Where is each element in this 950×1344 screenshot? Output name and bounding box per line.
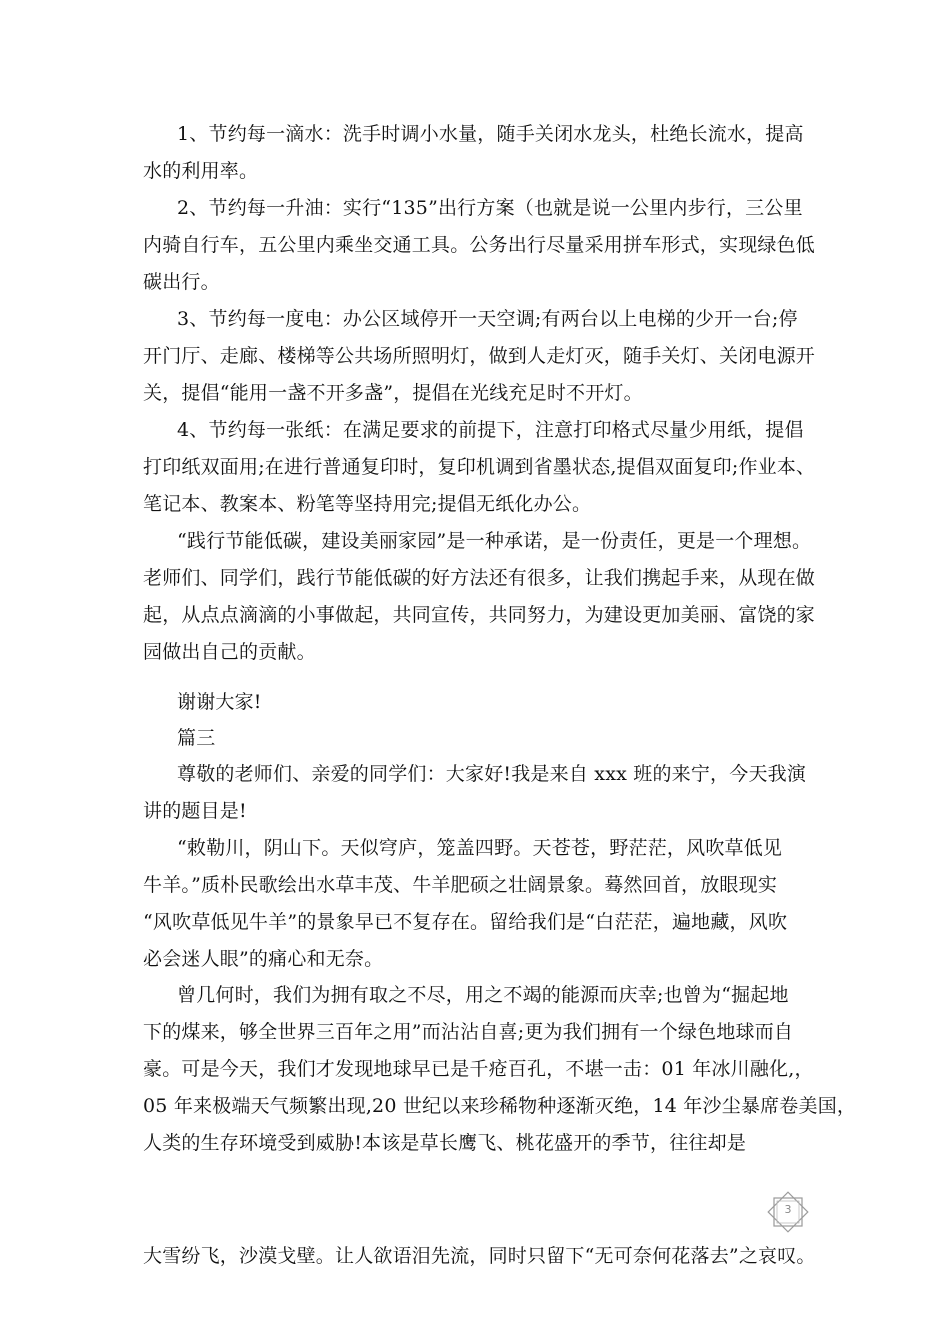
text-line: 豪。可是今天，我们才发现地球早已是千疮百孔，不堪一击：01 年冰川融化,， [143,1058,814,1080]
text-line: 老师们、同学们，践行节能低碳的好方法还有很多，让我们携起手来，从现在做 [143,567,816,589]
text-line: “敕勒川，阴山下。天似穹庐，笼盖四野。天苍苍，野茫茫，风吹草低见 [177,837,783,859]
text-line: 讲的题目是! [143,800,247,822]
text-line: 篇三 [177,727,216,749]
text-line: 打印纸双面用;在进行普通复印时，复印机调到省墨状态,提倡双面复印;作业本、 [143,456,816,478]
paragraph-folk-song [143,830,823,978]
text-line: 园做出自己的贡献。 [143,641,316,663]
text-line: “践行节能低碳，建设美丽家园”是一种承诺，是一份责任，更是一个理想。 [177,530,812,552]
paragraph-greeting [143,756,823,830]
section-heading [143,720,823,757]
text-line: 水的利用率。 [143,160,259,182]
paragraph-continued [143,1238,823,1275]
text-line: 谢谢大家! [177,691,262,713]
text-line: 笔记本、教案本、粉笔等坚持用完;提倡无纸化办公。 [143,493,592,515]
text-line: 碳出行。 [143,271,220,293]
page-number: 3 [784,1203,792,1216]
page-number-badge [763,1189,813,1235]
text-line: 曾几何时，我们为拥有取之不尽，用之不竭的能源而庆幸;也曾为“掘起地 [177,984,789,1006]
paragraph-paper [143,412,823,523]
text-line: 人类的生存环境受到威胁!本该是草长鹰飞、桃花盛开的季节，往往却是 [143,1132,747,1154]
paragraph-electricity [143,301,823,412]
text-line: 开门厅、走廊、楼梯等公共场所照明灯，做到人走灯灭，随手关灯、关闭电源开 [143,345,816,367]
text-line: 大雪纷飞，沙漠戈壁。让人欲语泪先流，同时只留下“无可奈何花落去”之哀叹。 [143,1245,816,1267]
paragraph-thanks [143,684,823,721]
paragraph-oil [143,190,823,301]
paragraph-water [143,116,823,190]
text-line: 起，从点点滴滴的小事做起，共同宣传，共同努力，为建设更加美丽、富饶的家 [143,604,816,626]
text-line: “风吹草低见牛羊”的景象早已不复存在。留给我们是“白茫茫，遍地藏，风吹 [143,911,788,933]
text-line: 05 年来极端天气频繁出现,20 世纪以来珍稀物种逐渐灭绝，14 年沙尘暴席卷美国， [143,1095,857,1117]
text-line: 下的煤来，够全世界三百年之用”而沾沾自喜;更为我们拥有一个绿色地球而自 [143,1021,794,1043]
text-line: 尊敬的老师们、亲爱的同学们：大家好!我是来自 xxx 班的来宁，今天我演 [177,763,807,785]
text-line: 4、节约每一张纸：在满足要求的前提下，注意打印格式尽量少用纸，提倡 [177,419,804,441]
text-line: 牛羊。”质朴民歌绘出水草丰茂、牛羊肥硕之壮阔景象。蓦然回首，放眼现实 [143,874,778,896]
text-line: 必会迷人眼”的痛心和无奈。 [143,948,384,970]
text-line: 3、节约每一度电：办公区域停开一天空调;有两台以上电梯的少开一台;停 [177,308,798,330]
text-line: 内骑自行车，五公里内乘坐交通工具。公务出行尽量采用拼车形式，实现绿色低 [143,234,816,256]
paragraph-energy [143,977,857,1162]
paragraph-conclusion [143,523,823,671]
text-line: 关，提倡“能用一盏不开多盏”，提倡在光线充足时不开灯。 [143,382,643,404]
text-line: 2、节约每一升油：实行“135”出行方案（也就是说一公里内步行，三公里 [177,197,803,219]
text-line: 1、节约每一滴水：洗手时调小水量，随手关闭水龙头，杜绝长流水，提高 [177,123,804,145]
